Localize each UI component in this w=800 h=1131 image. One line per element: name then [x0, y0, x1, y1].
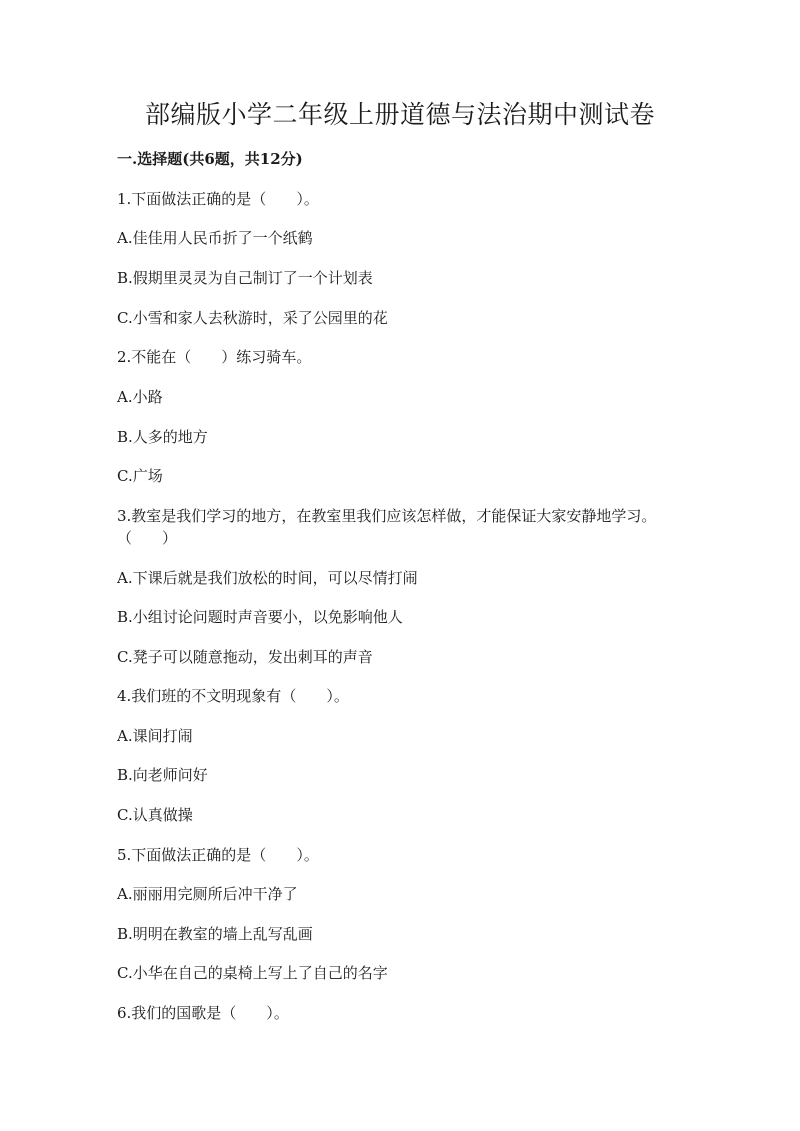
question-5-stem: 5.下面做法正确的是（ ）。 — [117, 846, 319, 864]
question-2-option-a: A.小路 — [117, 388, 163, 406]
page-title: 部编版小学二年级上册道德与法治期中测试卷 — [144, 100, 655, 129]
question-5-option-a: A.丽丽用完厕所后冲干净了 — [117, 885, 298, 903]
question-3-option-b: B.小组讨论问题时声音要小，以免影响他人 — [117, 608, 403, 626]
question-3-option-a: A.下课后就是我们放松的时间，可以尽情打闹 — [117, 569, 418, 587]
question-2-stem: 2.不能在（ ）练习骑车。 — [117, 348, 312, 366]
question-4-option-c: C.认真做操 — [117, 806, 193, 824]
section-header: 一.选择题(共6题，共12分) — [117, 150, 303, 168]
question-1-stem: 1.下面做法正确的是（ ）。 — [117, 190, 319, 208]
question-1-option-b: B.假期里灵灵为自己制订了一个计划表 — [117, 269, 373, 287]
question-5-option-c: C.小华在自己的桌椅上写上了自己的名字 — [117, 964, 388, 982]
question-4-stem: 4.我们班的不文明现象有（ ）。 — [117, 687, 349, 705]
question-1-option-c: C.小雪和家人去秋游时，采了公园里的花 — [117, 309, 388, 327]
question-6-stem: 6.我们的国歌是（ ）。 — [117, 1004, 289, 1022]
question-4-option-b: B.向老师问好 — [117, 766, 208, 784]
question-5-option-b: B.明明在教室的墙上乱写乱画 — [117, 925, 313, 943]
question-1-option-a: A.佳佳用人民币折了一个纸鹤 — [117, 229, 313, 247]
question-2-option-b: B.人多的地方 — [117, 428, 208, 446]
question-3-stem: 3.教室是我们学习的地方，在教室里我们应该怎样做，才能保证大家安静地学习。（ ） — [117, 507, 657, 547]
question-3-option-c: C.凳子可以随意拖动，发出刺耳的声音 — [117, 648, 373, 666]
question-4-option-a: A.课间打闹 — [117, 727, 193, 745]
question-2-option-c: C.广场 — [117, 467, 163, 485]
